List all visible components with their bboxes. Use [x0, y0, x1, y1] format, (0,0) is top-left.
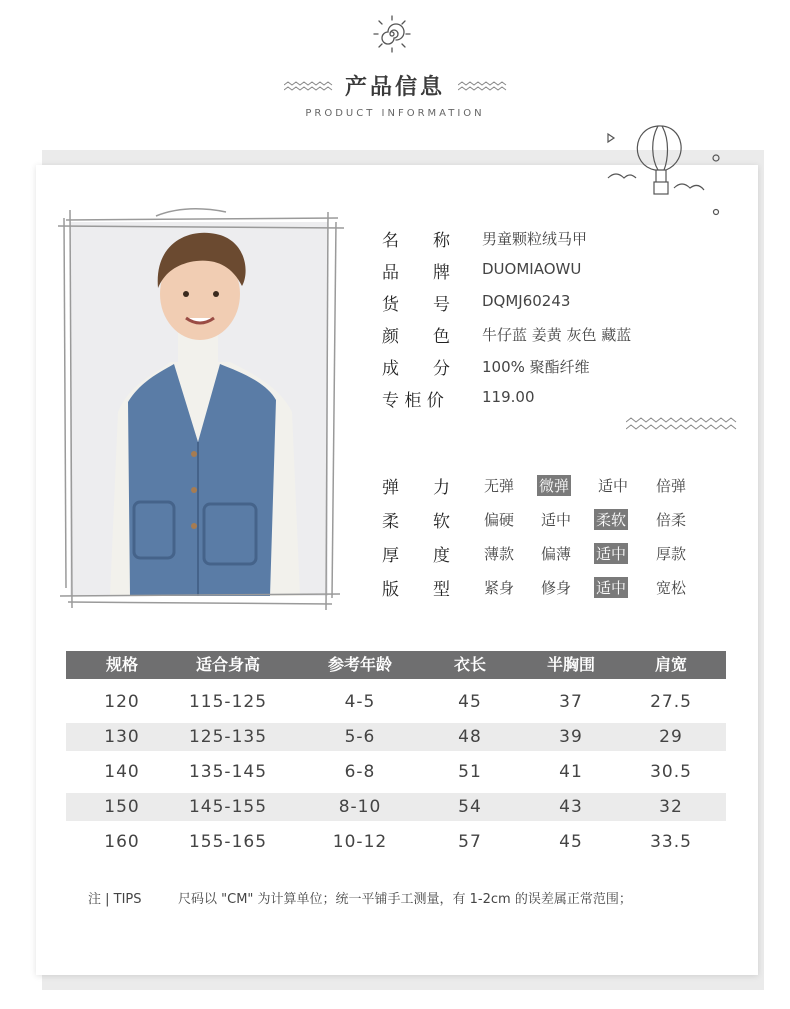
note-text: 尺码以 "CM" 为计算单位；统一平铺手工测量，有 1-2cm 的误差属正常范围； — [178, 892, 632, 907]
attr-option-selected: 适中 — [596, 545, 627, 563]
info-value: DQMJ60243 — [482, 292, 571, 310]
sketch-frame-decoration — [56, 208, 346, 612]
table-row — [66, 828, 726, 856]
table-cell: 125-135 — [188, 727, 268, 747]
table-header-cell: 参考年龄 — [327, 655, 392, 674]
attr-option: 无弹 — [484, 477, 515, 495]
table-cell: 115-125 — [188, 692, 268, 712]
attr-option: 适中 — [598, 477, 629, 495]
table-cell: 6-8 — [344, 762, 376, 782]
attr-option-selected: 微弹 — [539, 477, 570, 495]
attr-option-selected: 适中 — [596, 579, 627, 597]
info-value: 牛仔蓝 姜黄 灰色 藏蓝 — [482, 326, 632, 344]
info-label: 专 柜 价 — [382, 391, 444, 411]
attr-option: 紧身 — [484, 579, 515, 597]
attr-row-elasticity — [382, 473, 687, 498]
info-value: 100% 聚酯纤维 — [482, 358, 590, 376]
table-cell: 54 — [458, 797, 482, 817]
info-label: 成 分 — [382, 359, 450, 379]
table-cell: 145-155 — [188, 797, 268, 817]
table-cell: 120 — [104, 692, 140, 712]
attr-row-thickness — [382, 541, 687, 566]
info-label: 品 牌 — [382, 263, 450, 283]
table-cell: 27.5 — [650, 692, 692, 712]
table-header-cell: 规格 — [105, 655, 138, 674]
table-cell: 5-6 — [344, 727, 376, 747]
page-subtitle: PRODUCT INFORMATION — [305, 108, 485, 119]
table-cell: 150 — [104, 797, 140, 817]
info-row-name — [382, 226, 588, 251]
table-cell: 48 — [458, 727, 482, 747]
table-header-cell: 衣长 — [453, 655, 486, 674]
table-header-cell: 肩宽 — [654, 655, 687, 674]
info-row-material — [382, 354, 590, 379]
info-label: 名 称 — [382, 231, 450, 251]
table-row — [66, 723, 726, 751]
info-value: 男童颗粒绒马甲 — [482, 230, 588, 248]
attr-row-fit — [382, 575, 687, 600]
table-header-cell: 适合身高 — [195, 655, 260, 674]
attr-option: 修身 — [541, 579, 572, 597]
table-cell: 130 — [104, 727, 140, 747]
zigzag-decoration-icon — [626, 416, 738, 432]
table-cell: 29 — [659, 727, 683, 747]
table-cell: 10-12 — [332, 832, 388, 852]
attr-label: 厚 度 — [382, 546, 450, 566]
sun-spiral-icon — [372, 14, 412, 54]
attr-option: 适中 — [541, 511, 572, 529]
attr-option: 偏硬 — [484, 511, 515, 529]
attr-label: 弹 力 — [382, 478, 450, 498]
size-note — [88, 888, 632, 907]
table-cell: 33.5 — [650, 832, 692, 852]
attr-option: 厚款 — [656, 545, 687, 563]
table-cell: 32 — [659, 797, 683, 817]
attr-row-softness — [382, 507, 687, 532]
table-cell: 160 — [104, 832, 140, 852]
table-row — [66, 793, 726, 821]
info-label: 货 号 — [382, 295, 450, 315]
info-value: 119.00 — [482, 388, 535, 406]
table-cell: 45 — [458, 692, 482, 712]
table-cell: 4-5 — [344, 692, 376, 712]
info-row-color — [382, 322, 632, 347]
note-label: 注 | TIPS — [88, 892, 142, 907]
attr-option-selected: 柔软 — [596, 511, 627, 529]
hot-air-balloon-icon — [600, 120, 730, 220]
table-cell: 37 — [559, 692, 583, 712]
table-row — [66, 688, 726, 716]
table-cell: 140 — [104, 762, 140, 782]
table-cell: 155-165 — [188, 832, 268, 852]
table-cell: 39 — [559, 727, 583, 747]
size-table-header — [66, 651, 726, 679]
table-cell: 8-10 — [338, 797, 382, 817]
page-title: 产品信息 — [344, 75, 445, 100]
table-cell: 135-145 — [188, 762, 268, 782]
info-label: 颜 色 — [382, 327, 450, 347]
table-header-cell: 半胸围 — [546, 655, 595, 674]
table-cell: 41 — [559, 762, 583, 782]
attr-label: 柔 软 — [382, 512, 450, 532]
info-row-brand — [382, 258, 582, 283]
attr-label: 版 型 — [382, 580, 450, 600]
table-cell: 43 — [559, 797, 583, 817]
table-cell: 57 — [458, 832, 482, 852]
table-cell: 45 — [559, 832, 583, 852]
attr-option: 偏薄 — [541, 545, 572, 563]
info-row-sku — [382, 290, 571, 315]
info-value: DUOMIAOWU — [482, 260, 582, 278]
info-row-price — [382, 386, 535, 411]
table-row — [66, 758, 726, 786]
attr-option: 宽松 — [656, 579, 687, 597]
table-cell: 51 — [458, 762, 482, 782]
attr-option: 倍柔 — [656, 511, 687, 529]
attr-option: 倍弹 — [656, 477, 687, 495]
table-cell: 30.5 — [650, 762, 692, 782]
attr-option: 薄款 — [484, 545, 515, 563]
